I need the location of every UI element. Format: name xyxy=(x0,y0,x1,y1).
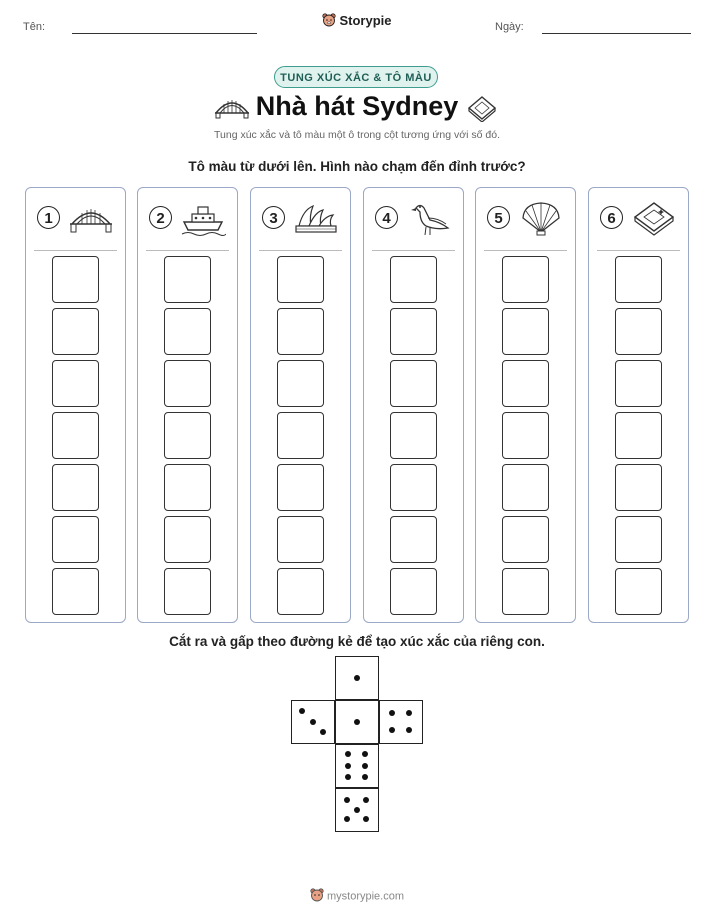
dice-pip xyxy=(362,774,368,780)
coloring-box[interactable] xyxy=(390,256,437,303)
coloring-box[interactable] xyxy=(615,360,662,407)
logo xyxy=(0,13,714,30)
dice-face xyxy=(335,744,379,788)
dice-face xyxy=(335,788,379,832)
coloring-box[interactable] xyxy=(502,412,549,459)
column-divider xyxy=(146,250,229,251)
coloring-box[interactable] xyxy=(52,308,99,355)
coloring-box[interactable] xyxy=(502,256,549,303)
opera-house-icon xyxy=(293,200,339,238)
coloring-box[interactable] xyxy=(390,412,437,459)
dice-pip xyxy=(354,675,360,681)
dice-column-4 xyxy=(363,187,464,623)
coloring-box[interactable] xyxy=(164,360,211,407)
dice-pip xyxy=(362,763,368,769)
coloring-box[interactable] xyxy=(52,464,99,511)
column-number: 6 xyxy=(600,206,623,229)
instruction: Tô màu từ dưới lên. Hình nào chạm đến đỉnh trước? xyxy=(188,159,526,174)
dice-pip xyxy=(363,797,369,803)
dice-face xyxy=(379,700,423,744)
dice-pip xyxy=(345,763,351,769)
coloring-box[interactable] xyxy=(277,256,324,303)
dice-column-6 xyxy=(588,187,689,623)
dice-pip xyxy=(344,797,350,803)
dice-column-5 xyxy=(475,187,576,623)
coloring-box[interactable] xyxy=(52,516,99,563)
coloring-box[interactable] xyxy=(615,256,662,303)
dice-face xyxy=(335,700,379,744)
dice-column-2 xyxy=(137,187,238,623)
coloring-box[interactable] xyxy=(164,256,211,303)
coloring-box[interactable] xyxy=(52,568,99,615)
name-line[interactable] xyxy=(72,33,257,34)
dice-pip xyxy=(363,816,369,822)
coloring-box[interactable] xyxy=(277,412,324,459)
coloring-box[interactable] xyxy=(277,308,324,355)
coloring-box[interactable] xyxy=(502,516,549,563)
coloring-box[interactable] xyxy=(164,412,211,459)
coloring-box[interactable] xyxy=(502,464,549,511)
coloring-box[interactable] xyxy=(164,308,211,355)
dice-pip xyxy=(345,751,351,757)
dice-column-1 xyxy=(25,187,126,623)
coloring-box[interactable] xyxy=(164,464,211,511)
dice-face xyxy=(291,700,335,744)
column-divider xyxy=(597,250,680,251)
dice-pip xyxy=(345,774,351,780)
dice-face xyxy=(335,656,379,700)
coloring-box[interactable] xyxy=(52,256,99,303)
coloring-box[interactable] xyxy=(390,464,437,511)
column-divider xyxy=(34,250,117,251)
subtitle: Tung xúc xắc và tô màu một ô trong cột tương ứng với số đó. xyxy=(214,129,500,141)
column-number: 2 xyxy=(149,206,172,229)
coloring-box[interactable] xyxy=(277,568,324,615)
dice-pip xyxy=(354,807,360,813)
seashell-icon xyxy=(518,200,564,238)
column-number: 3 xyxy=(262,206,285,229)
footer-url: mystorypie.com xyxy=(326,890,405,903)
column-number: 1 xyxy=(37,206,60,229)
activity-badge: TUNG XÚC XẮC & TÔ MÀU xyxy=(274,66,438,88)
dice-pip xyxy=(344,816,350,822)
seagull-icon xyxy=(406,200,452,238)
dice-pip xyxy=(354,719,360,725)
dice-pip xyxy=(406,710,412,716)
coloring-box[interactable] xyxy=(390,516,437,563)
coloring-box[interactable] xyxy=(164,568,211,615)
bear-icon xyxy=(322,13,336,30)
name-label: Tên: xyxy=(23,21,46,33)
ferry-boat-icon xyxy=(180,200,226,238)
coloring-box[interactable] xyxy=(502,568,549,615)
coloring-box[interactable] xyxy=(615,308,662,355)
coloring-box[interactable] xyxy=(615,568,662,615)
dice-pip xyxy=(406,727,412,733)
column-number: 4 xyxy=(375,206,398,229)
dice-pip xyxy=(299,708,305,714)
dice-pip xyxy=(362,751,368,757)
coloring-box[interactable] xyxy=(52,412,99,459)
coloring-box[interactable] xyxy=(615,412,662,459)
map-icon xyxy=(631,200,677,238)
coloring-box[interactable] xyxy=(277,360,324,407)
coloring-box[interactable] xyxy=(502,308,549,355)
coloring-box[interactable] xyxy=(390,568,437,615)
bear-icon xyxy=(310,888,324,905)
column-divider xyxy=(484,250,567,251)
coloring-box[interactable] xyxy=(502,360,549,407)
coloring-box[interactable] xyxy=(615,516,662,563)
dice-pip xyxy=(310,719,316,725)
logo-text: Storypie xyxy=(339,13,392,28)
map-icon xyxy=(466,94,498,122)
coloring-box[interactable] xyxy=(390,360,437,407)
column-divider xyxy=(259,250,342,251)
dice-pip xyxy=(320,729,326,735)
dice-instruction: Cắt ra và gấp theo đường kẻ để tạo xúc xắc của riêng con. xyxy=(169,634,545,649)
footer xyxy=(0,888,714,905)
coloring-box[interactable] xyxy=(164,516,211,563)
coloring-box[interactable] xyxy=(277,464,324,511)
dice-pip xyxy=(389,710,395,716)
dice-pip xyxy=(389,727,395,733)
page-title: Nhà hát Sydney xyxy=(255,91,459,121)
dice-column-3 xyxy=(250,187,351,623)
column-number: 5 xyxy=(487,206,510,229)
coloring-box[interactable] xyxy=(615,464,662,511)
harbour-bridge-icon xyxy=(68,200,114,238)
coloring-box[interactable] xyxy=(277,516,324,563)
date-line[interactable] xyxy=(542,33,691,34)
date-label: Ngày: xyxy=(495,21,524,33)
column-divider xyxy=(372,250,455,251)
coloring-box[interactable] xyxy=(52,360,99,407)
coloring-box[interactable] xyxy=(390,308,437,355)
